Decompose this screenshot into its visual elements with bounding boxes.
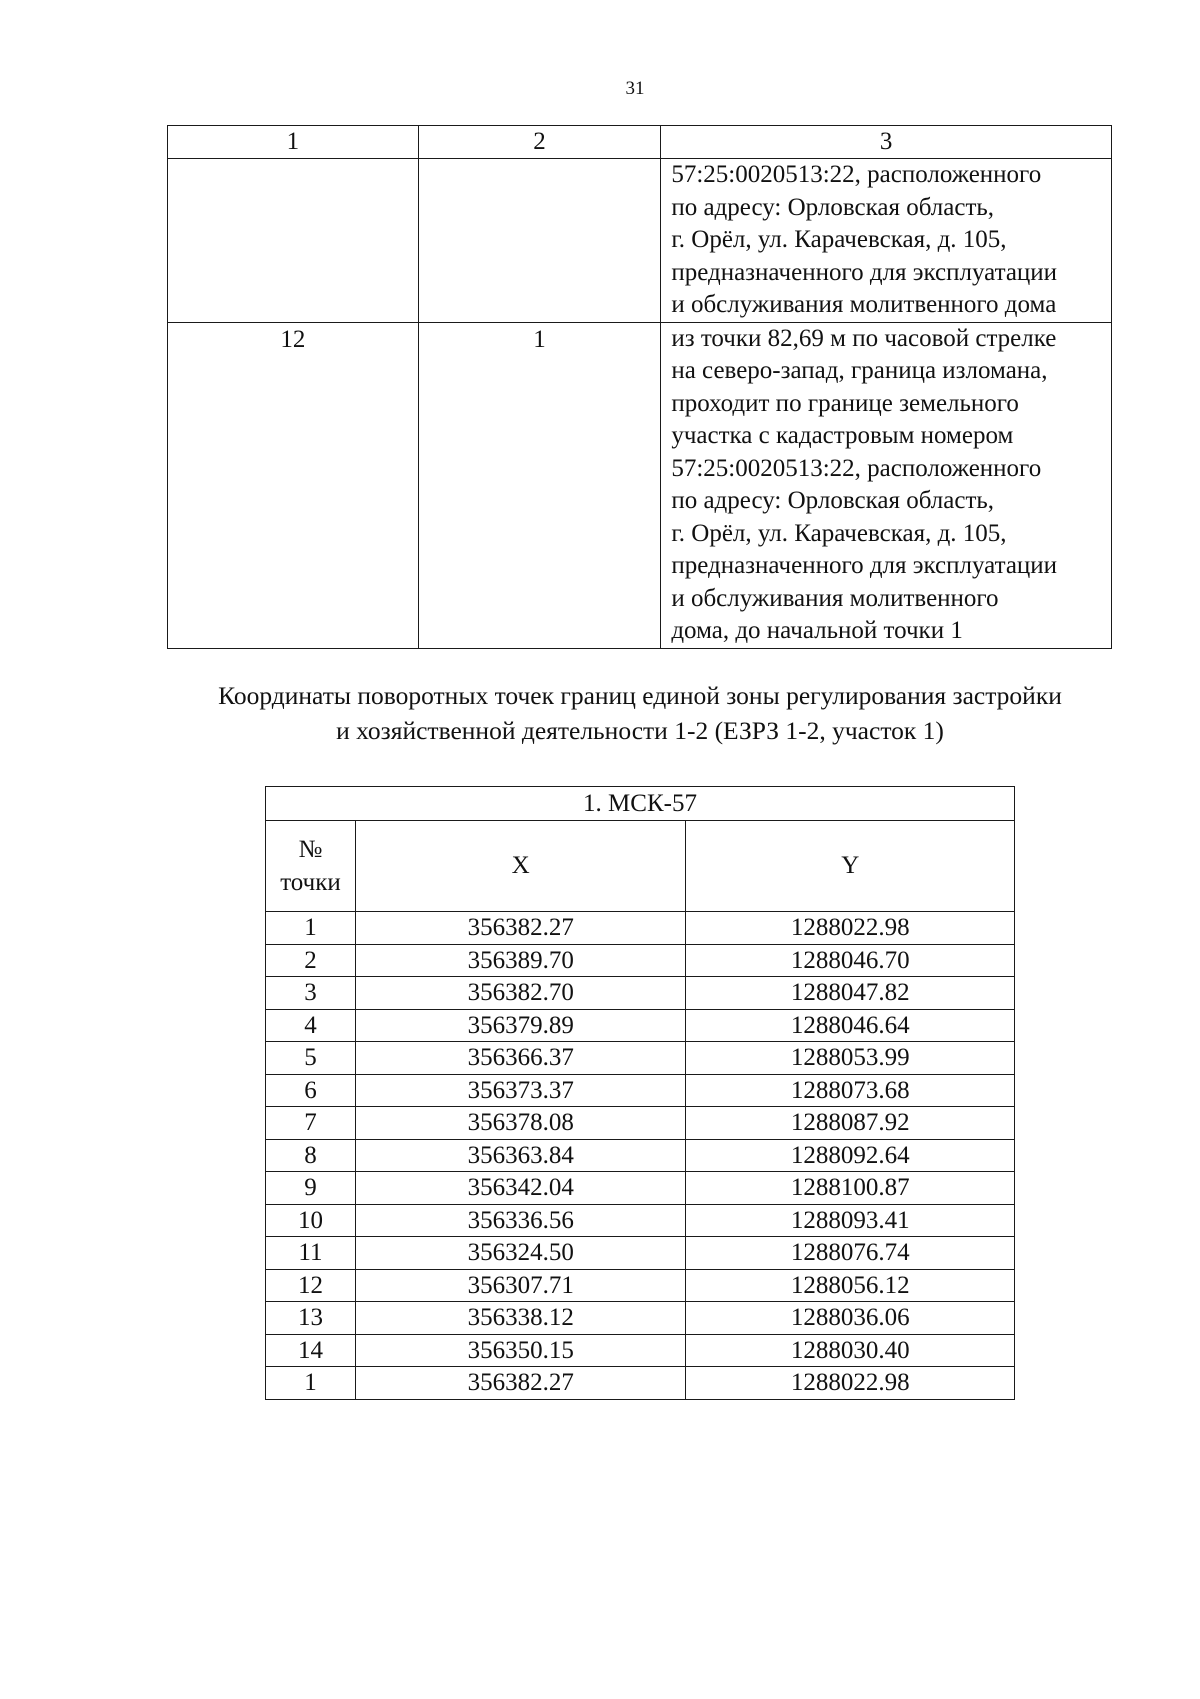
cell-x-coordinate: 356382.70 [355,977,686,1010]
description-line: г. Орёл, ул. Карачевская, д. 105, [671,519,1007,547]
cell-point-number: 3 [266,977,356,1010]
description-line: предназначенного для эксплуатации [671,258,1058,286]
cell-point-number: 14 [266,1334,356,1367]
cell-from-point [168,159,419,323]
table-row [266,1269,1015,1302]
cell-x-coordinate: 356324.50 [355,1237,686,1270]
cell-point-number: 5 [266,1042,356,1075]
page-number: 31 [625,78,645,99]
cell-point-number: 2 [266,944,356,977]
cell-point-number: 10 [266,1204,356,1237]
cell-y-coordinate: 1288046.70 [686,944,1015,977]
table-row [266,1107,1015,1140]
description-line: дома, до начальной точки 1 [671,617,963,644]
cell-x-coordinate: 356379.89 [355,1009,686,1042]
description-line: и обслуживания молитвенного дома [671,291,1057,318]
cell-x-coordinate: 356366.37 [355,1042,686,1075]
table-row [266,1334,1015,1367]
column-header-y: Y [686,821,1015,912]
cell-y-coordinate: 1288073.68 [686,1074,1015,1107]
table-row [266,1172,1015,1205]
cell-y-coordinate: 1288100.87 [686,1172,1015,1205]
description-line: по адресу: Орловская область, [671,487,995,514]
cell-x-coordinate: 356382.27 [355,912,686,945]
cell-to-point [418,159,661,323]
column-header-point-number [266,821,356,912]
cell-point-number: 9 [266,1172,356,1205]
cell-y-coordinate: 1288022.98 [686,912,1015,945]
description-line: г. Орёл, ул. Карачевская, д. 105, [671,226,1007,253]
table-row [266,912,1015,945]
table-row [266,1042,1015,1075]
description-line: по адресу: Орловская область, [671,193,995,221]
cell-y-coordinate: 1288087.92 [686,1107,1015,1140]
cell-point-number: 8 [266,1139,356,1172]
cell-y-coordinate: 1288076.74 [686,1237,1015,1270]
cell-x-coordinate: 356382.27 [355,1367,686,1400]
description-line: и обслуживания молитвенного [671,584,999,612]
table-row [168,159,1112,323]
heading-line-1: Координаты поворотных точек границ единой зоны регулирования застройки [218,681,1062,710]
cell-description [661,159,1112,323]
coordinate-system-label: 1. МСК-57 [266,787,1015,821]
cell-y-coordinate: 1288093.41 [686,1204,1015,1237]
cell-y-coordinate: 1288092.64 [686,1139,1015,1172]
cell-to-point: 1 [418,322,661,648]
cell-y-coordinate: 1288056.12 [686,1269,1015,1302]
description-line: 57:25:0020513:22, расположенного [671,454,1042,482]
cell-y-coordinate: 1288046.64 [686,1009,1015,1042]
cell-description [661,322,1112,648]
description-line: 57:25:0020513:22, расположенного [671,161,1042,188]
cell-x-coordinate: 356307.71 [355,1269,686,1302]
cell-point-number: 7 [266,1107,356,1140]
section-heading [160,678,1120,748]
cell-x-coordinate: 356363.84 [355,1139,686,1172]
table-row [266,1074,1015,1107]
cell-x-coordinate: 356389.70 [355,944,686,977]
table-row [168,322,1112,648]
column-header-x: X [355,821,686,912]
coordinate-system-row [266,787,1015,821]
column-header-description: 3 [661,126,1112,159]
description-line: проходит по границе земельного [671,389,1019,417]
coordinates-header-row [266,821,1015,912]
table-header-row [168,126,1112,159]
cell-point-number: 1 [266,912,356,945]
table-row [266,977,1015,1010]
point-number-header-line-1: № [298,836,323,863]
table-row [266,1204,1015,1237]
description-line: предназначенного для эксплуатации [671,552,1058,579]
description-line: участка с кадастровым номером [671,422,1014,449]
cell-x-coordinate: 356378.08 [355,1107,686,1140]
description-line: на северо-запад, граница изломана, [671,357,1048,384]
cell-point-number: 11 [266,1237,356,1270]
table-row [266,1302,1015,1335]
cell-y-coordinate: 1288053.99 [686,1042,1015,1075]
cell-y-coordinate: 1288030.40 [686,1334,1015,1367]
cell-y-coordinate: 1288022.98 [686,1367,1015,1400]
description-line: из точки 82,69 м по часовой стрелке [671,324,1057,352]
table-row [266,944,1015,977]
cell-point-number: 13 [266,1302,356,1335]
cell-x-coordinate: 356342.04 [355,1172,686,1205]
coordinates-table [265,786,1015,1400]
cell-point-number: 4 [266,1009,356,1042]
heading-line-2: и хозяйственной деятельности 1-2 (ЕЗРЗ 1-2, участок 1) [336,716,944,745]
boundary-description-table [167,125,1112,649]
cell-point-number: 12 [266,1269,356,1302]
cell-y-coordinate: 1288047.82 [686,977,1015,1010]
cell-point-number: 1 [266,1367,356,1400]
table-row [266,1139,1015,1172]
cell-x-coordinate: 356336.56 [355,1204,686,1237]
column-header-to: 2 [418,126,661,159]
cell-from-point: 12 [168,322,419,648]
column-header-from: 1 [168,126,419,159]
cell-x-coordinate: 356373.37 [355,1074,686,1107]
table-row [266,1367,1015,1400]
cell-x-coordinate: 356338.12 [355,1302,686,1335]
cell-point-number: 6 [266,1074,356,1107]
table-row [266,1009,1015,1042]
cell-y-coordinate: 1288036.06 [686,1302,1015,1335]
cell-x-coordinate: 356350.15 [355,1334,686,1367]
point-number-header-line-2: точки [280,869,341,896]
table-row [266,1237,1015,1270]
